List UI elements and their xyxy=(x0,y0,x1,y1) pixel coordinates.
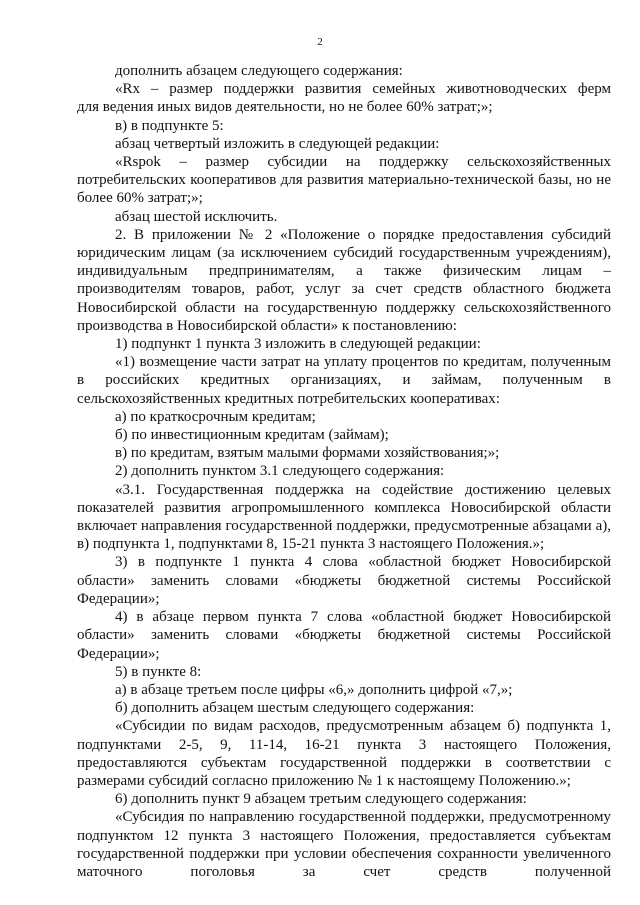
paragraph: а) в абзаце третьем после цифры «6,» дополнить цифрой «7,»; xyxy=(115,681,513,698)
paragraph: б) дополнить абзацем шестым следующего содержания: xyxy=(115,700,475,717)
paragraph: для ведения иных видов деятельности, но не более 60% затрат;»; xyxy=(77,99,493,116)
paragraph: 5) в пункте 8: xyxy=(115,663,202,680)
paragraph: «Субсидии по видам расходов, предусмотренным абзацем б) подпункта 1, подпунктами 2-5, 9, 11-14, 16-21 пункта 3 настоящего Положения, предоставляются субъектам государственной поддержки в соответствии с размерами субсидий согласно приложению № 1 к настоящему Положению.»; xyxy=(77,718,611,789)
paragraph: в) в подпункте 5: xyxy=(115,117,224,134)
paragraph: «Rx – размер поддержки развития семейных животноводческих ферм xyxy=(115,81,611,98)
paragraph: в) по кредитам, взятым малыми формами хозяйствования;»; xyxy=(115,445,500,462)
paragraph: 2. В приложении № 2 «Положение о порядке предоставления субсидий юридическим лицам (за исключением субсидий государственным учреждениям), индивидуальным предпринимателям, а также физическим лицам – производителям товаров, работ, услуг за счет средств областного бюджета Новосибирской области на государственную поддержку сельскохозяйственного производства в Новосибирской области» к постановлению: xyxy=(77,226,611,334)
paragraph: дополнить абзацем следующего содержания: xyxy=(115,63,403,79)
paragraph: а) по краткосрочным кредитам; xyxy=(115,408,316,425)
paragraph: «1) возмещение части затрат на уплату процентов по кредитам, полученным в российских кредитных организациях, и займам, полученным в сельскохозяйственных кредитных потребительских кооперативах: xyxy=(77,354,611,407)
paragraph: «3.1. Государственная поддержка на содействие достижению целевых показателей развития агропромышленного комплекса Новосибирской области включает направления государственной поддержки, предусмотренные абзацами а), в) подпункта 1, подпунктами 8, 15-21 пункта 3 настоящего Положения.»; xyxy=(77,481,611,553)
paragraph: «Rspok – размер субсидии на поддержку сельскохозяйственных потребительских кооперативов для развития материально-технической базы, но не более 60% затрат;»; xyxy=(77,154,611,207)
paragraph: абзац четвертый изложить в следующей редакции: xyxy=(115,135,440,152)
paragraph: б) по инвестиционным кредитам (займам); xyxy=(115,427,389,444)
paragraph: 4) в абзаце первом пункта 7 слова «областной бюджет Новосибирской области» заменить словами «бюджеты бюджетной системы Российской Федерации»; xyxy=(77,609,611,662)
paragraph: абзац шестой исключить. xyxy=(115,208,278,225)
paragraph: 3) в подпункте 1 пункта 4 слова «областной бюджет Новосибирской области» заменить словами «бюджеты бюджетной системы Российской Федерации»; xyxy=(77,554,611,607)
paragraph: 6) дополнить пункт 9 абзацем третьим следующего содержания: xyxy=(115,791,527,808)
page-number: 2 xyxy=(317,36,323,48)
paragraph: «Субсидия по направлению государственной поддержки, предусмотренному подпунктом 12 пункта 3 настоящего Положения, предоставляется субъектам государственной поддержки при условии обеспечения сохранности увеличенного маточного поголовья за счет средств полученной xyxy=(77,809,611,880)
document-body xyxy=(77,62,611,881)
paragraph: 1) подпункт 1 пункта 3 изложить в следующей редакции: xyxy=(115,336,481,353)
paragraph: 2) дополнить пунктом 3.1 следующего содержания: xyxy=(115,463,445,480)
